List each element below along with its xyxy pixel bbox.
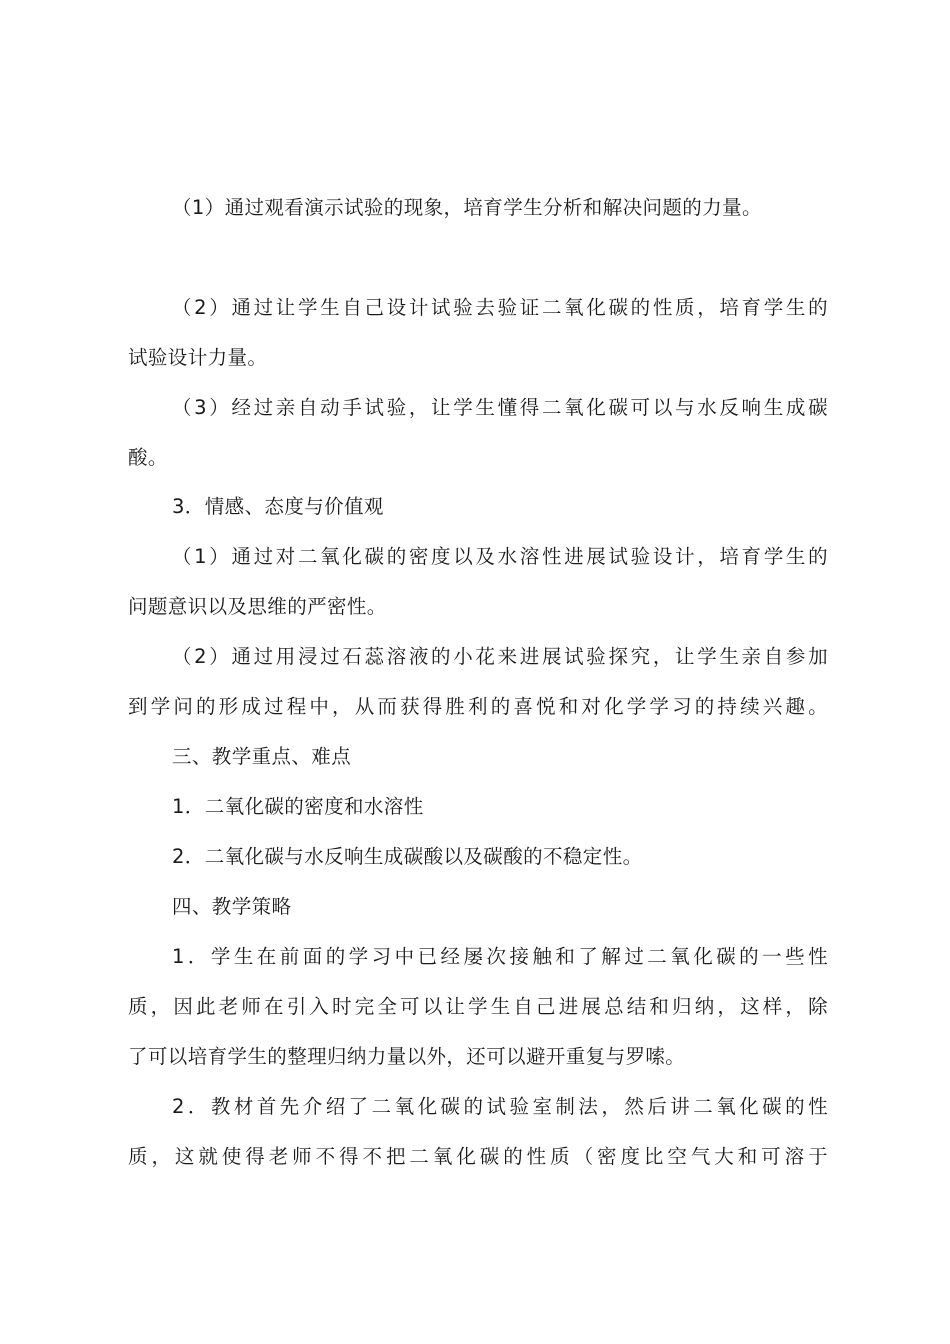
paragraph-line: 质，这就使得老师不得不把二氧化碳的性质（密度比空气大和可溶于 [128, 1145, 828, 1168]
paragraph-line: 质，因此老师在引入时完全可以让学生自己进展总结和归纳，这样，除 [128, 995, 828, 1018]
paragraph-line: （2）通过用浸过石蕊溶液的小花来进展试验探究，让学生亲自参加 [172, 645, 828, 668]
section-heading: 四、教学策略 [172, 895, 292, 918]
paragraph-line: （1）通过观看演示试验的现象，培育学生分析和解决问题的力量。 [172, 196, 762, 219]
paragraph-line: （1）通过对二氧化碳的密度以及水溶性进展试验设计，培育学生的 [172, 545, 828, 568]
paragraph-line: 试验设计力量。 [128, 346, 268, 369]
paragraph-line: 问题意识以及思维的严密性。 [128, 595, 387, 618]
paragraph-line: 2．教材首先介绍了二氧化碳的试验室制法，然后讲二氧化碳的性 [172, 1095, 828, 1118]
paragraph-line: 到学问的形成过程中，从而获得胜利的喜悦和对化学学习的持续兴趣。 [128, 695, 828, 718]
section-heading: 三、教学重点、难点 [172, 745, 352, 768]
list-item: 1．二氧化碳的密度和水溶性 [172, 795, 424, 818]
section-heading: 3．情感、态度与价值观 [172, 495, 384, 518]
paragraph-line: （2）通过让学生自己设计试验去验证二氧化碳的性质，培育学生的 [172, 296, 828, 319]
list-item: 2．二氧化碳与水反响生成碳酸以及碳酸的不稳定性。 [172, 845, 643, 868]
paragraph-line: 了可以培育学生的整理归纳力量以外，还可以避开重复与罗嗦。 [128, 1045, 686, 1068]
paragraph-line: 酸。 [128, 446, 168, 469]
paragraph-line: （3）经过亲自动手试验，让学生懂得二氧化碳可以与水反响生成碳 [172, 396, 828, 419]
paragraph-line: 1．学生在前面的学习中已经屡次接触和了解过二氧化碳的一些性 [172, 945, 828, 968]
